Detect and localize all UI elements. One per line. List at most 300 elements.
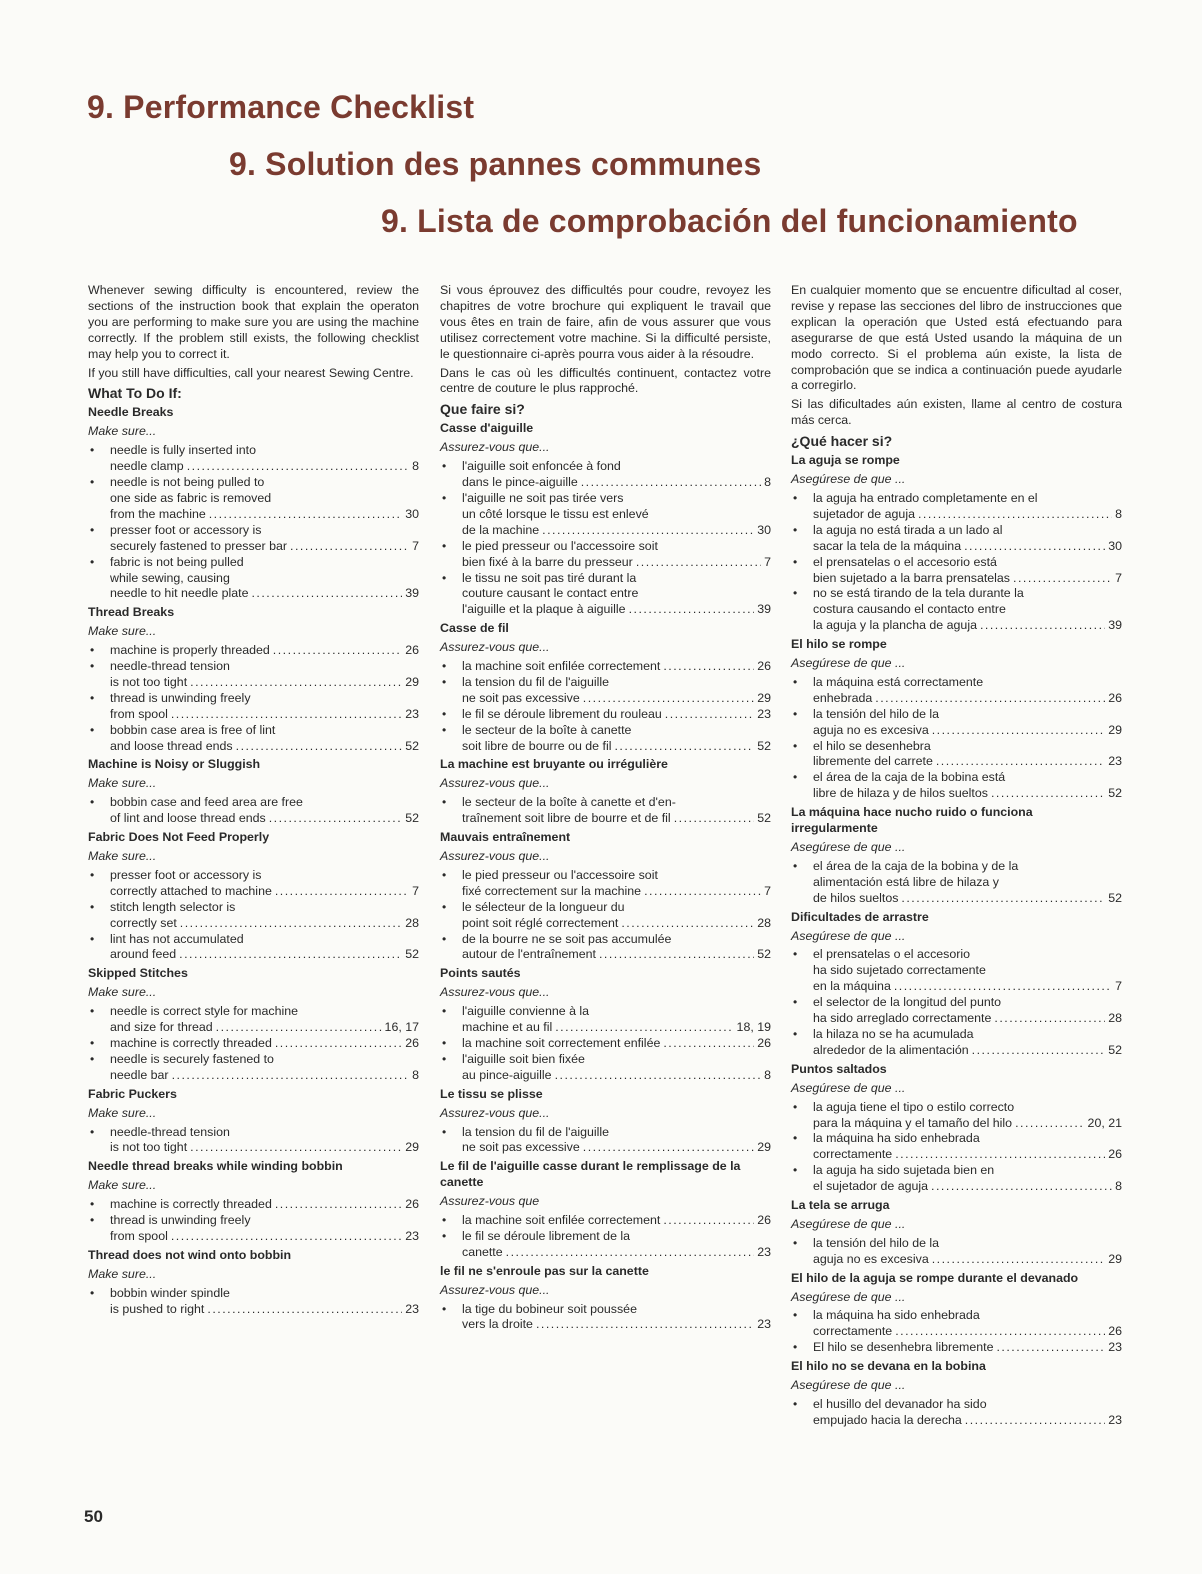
intro-paragraph: Si vous éprouvez des difficultés pour coudre, revoyez les chapitres de votre brochure qui expliquent le travail que vous êtes en train de faire, afin de vous assurer que vous utilisez correctement votre machine. Si la difficulté persiste, le questionnaire ci-après pourra vous aider à la résoudre. bbox=[440, 283, 771, 361]
dot-leader bbox=[236, 739, 403, 755]
dot-leader bbox=[536, 1317, 754, 1333]
check-item bbox=[88, 659, 419, 691]
item-last-line bbox=[110, 539, 419, 555]
dot-leader bbox=[895, 1147, 1105, 1163]
item-text: machine et au fil bbox=[462, 1020, 553, 1035]
item-text: • stitch length selector is bbox=[110, 899, 236, 914]
problem-title: La tela se arruga bbox=[791, 1198, 890, 1213]
problem-section bbox=[88, 830, 419, 963]
item-text: sacar la tela de la máquina bbox=[813, 538, 962, 553]
item-text: correctly set bbox=[110, 915, 177, 930]
item-text: el sujetador de aguja bbox=[813, 1179, 929, 1194]
dot-leader bbox=[269, 811, 403, 827]
page-reference: 39 bbox=[1108, 618, 1122, 633]
item-text: • el prensatelas o el accesorio bbox=[813, 947, 971, 962]
page-reference: 23 bbox=[757, 1317, 771, 1332]
item-last-line bbox=[110, 707, 419, 723]
check-item bbox=[88, 868, 419, 900]
check-item bbox=[88, 1125, 419, 1157]
item-text: • l'aiguille soit bien fixée bbox=[462, 1051, 585, 1066]
item-text: • la tension du fil de l'aiguille bbox=[462, 674, 610, 689]
page-reference: 30 bbox=[757, 522, 771, 537]
item-text: • bobbin winder spindle bbox=[110, 1285, 230, 1300]
check-item bbox=[440, 1004, 771, 1036]
item-last-line bbox=[462, 475, 771, 491]
item-last-line bbox=[462, 707, 771, 723]
problem-title: Thread does not wind onto bobbin bbox=[88, 1247, 292, 1262]
item-text: sujetador de aguja bbox=[813, 506, 915, 521]
item-last-line bbox=[462, 1140, 771, 1156]
make-sure-label: Make sure... bbox=[88, 424, 157, 439]
check-item bbox=[791, 1340, 1122, 1356]
page-reference: 52 bbox=[405, 738, 419, 753]
dot-leader bbox=[894, 979, 1112, 995]
item-text: • la tensión del hilo de la bbox=[813, 706, 940, 721]
check-item bbox=[440, 900, 771, 932]
page-reference: 8 bbox=[412, 459, 419, 474]
item-text: • l'aiguille convienne à la bbox=[462, 1004, 590, 1019]
check-item bbox=[440, 675, 771, 707]
dot-leader bbox=[1015, 1116, 1084, 1132]
problem-title: Le tissu se plisse bbox=[440, 1086, 543, 1101]
item-text: un côté lorsque le tissu est enlevé bbox=[462, 506, 649, 521]
item-last-line bbox=[110, 1068, 419, 1084]
page-reference: 8 bbox=[412, 1067, 419, 1082]
item-text: l'aiguille et la plaque à aiguille bbox=[462, 602, 626, 617]
problem-title: le fil ne s'enroule pas sur la canette bbox=[440, 1263, 649, 1278]
item-text: • la aguja no está tirada a un lado al bbox=[813, 522, 1003, 537]
item-text: fixé correctement sur la machine bbox=[462, 883, 642, 898]
page-reference: 8 bbox=[764, 1067, 771, 1082]
item-text: • presser foot or accessory is bbox=[110, 867, 262, 882]
page-reference: 52 bbox=[1108, 890, 1122, 905]
make-sure-label: Asegúrese de que ... bbox=[791, 1289, 906, 1304]
item-last-line bbox=[462, 1068, 771, 1084]
dot-leader bbox=[965, 1413, 1105, 1429]
item-text: • le secteur de la boîte à canette bbox=[462, 722, 632, 737]
item-text: • le pied presseur ou l'accessoire soit bbox=[462, 538, 658, 553]
problem-section bbox=[791, 1062, 1122, 1195]
make-sure-label: Asegúrese de que ... bbox=[791, 928, 906, 943]
problem-section bbox=[88, 966, 419, 1083]
item-text: • bobbin case area is free of lint bbox=[110, 722, 276, 737]
item-last-line bbox=[813, 1413, 1122, 1429]
item-text: • la tensión del hilo de la bbox=[813, 1235, 940, 1250]
item-text: ha sido sujetado correctamente bbox=[813, 963, 986, 978]
check-list bbox=[440, 659, 771, 754]
item-last-line bbox=[813, 1340, 1122, 1356]
page-reference: 29 bbox=[1108, 1251, 1122, 1266]
problem-title: Machine is Noisy or Sluggish bbox=[88, 757, 261, 772]
item-text: • el área de la caja de la bobina y de la bbox=[813, 858, 1019, 873]
page-reference: 52 bbox=[757, 947, 771, 962]
check-item bbox=[88, 1286, 419, 1318]
problem-title: Thread Breaks bbox=[88, 605, 175, 620]
check-item bbox=[791, 1131, 1122, 1163]
page-reference: 23 bbox=[757, 1244, 771, 1259]
item-last-line bbox=[813, 507, 1122, 523]
item-last-line bbox=[462, 555, 771, 571]
problem-title: Mauvais entraînement bbox=[440, 830, 571, 845]
item-last-line bbox=[813, 1324, 1122, 1340]
problem-section bbox=[88, 1087, 419, 1157]
dot-leader bbox=[180, 916, 402, 932]
page-reference: 30 bbox=[405, 506, 419, 521]
dot-leader bbox=[275, 884, 409, 900]
page-reference: 52 bbox=[405, 811, 419, 826]
check-item bbox=[88, 1004, 419, 1036]
dot-leader bbox=[506, 1245, 755, 1261]
item-text: needle bar bbox=[110, 1067, 169, 1082]
page-reference: 7 bbox=[1115, 570, 1122, 585]
page-reference: 26 bbox=[405, 1035, 419, 1050]
dot-leader bbox=[996, 1340, 1105, 1356]
problem-title: El hilo no se devana en la bobina bbox=[791, 1359, 986, 1374]
item-last-line bbox=[462, 1213, 771, 1229]
check-item bbox=[88, 1197, 419, 1213]
page-reference: 26 bbox=[757, 1035, 771, 1050]
page-reference: 28 bbox=[757, 915, 771, 930]
make-sure-label: Assurez-vous que... bbox=[440, 985, 550, 1000]
check-list bbox=[88, 1125, 419, 1157]
make-sure-label: Asegúrese de que ... bbox=[791, 1080, 906, 1095]
check-item bbox=[440, 1036, 771, 1052]
item-last-line bbox=[813, 571, 1122, 587]
item-text: • la máquina está correctamente bbox=[813, 674, 984, 689]
check-item bbox=[440, 795, 771, 827]
make-sure-label: Asegúrese de que ... bbox=[791, 472, 906, 487]
check-item bbox=[791, 1100, 1122, 1132]
item-text: • la machine soit correctement enfilée bbox=[462, 1035, 661, 1050]
dot-leader bbox=[171, 707, 402, 723]
item-last-line bbox=[462, 691, 771, 707]
dot-leader bbox=[614, 739, 754, 755]
page-reference: 23 bbox=[1108, 1340, 1122, 1355]
check-item bbox=[440, 571, 771, 619]
page-number: 50 bbox=[84, 1507, 103, 1526]
item-text: couture causant le contact entre bbox=[462, 586, 639, 601]
item-text: securely fastened to presser bar bbox=[110, 538, 288, 553]
make-sure-label: Asegúrese de que ... bbox=[791, 1378, 906, 1393]
item-text: • el prensatelas o el accesorio está bbox=[813, 554, 997, 569]
check-list bbox=[88, 868, 419, 963]
dot-leader bbox=[207, 1302, 402, 1318]
check-list bbox=[791, 675, 1122, 802]
what-to-do-heading: ¿Qué hacer si? bbox=[791, 433, 893, 450]
check-item bbox=[440, 723, 771, 755]
check-item bbox=[440, 1213, 771, 1229]
check-item bbox=[791, 491, 1122, 523]
item-text: aguja no es excesiva bbox=[813, 722, 929, 737]
check-list bbox=[88, 1286, 419, 1318]
item-text: • le fil se déroule librement du rouleau bbox=[462, 706, 662, 721]
intro-paragraph: En cualquier momento que se encuentre dificultad al coser, revise y repase las secciones del libro de instrucciones que explican la operación que Usted está efectuando para asegurarse de que está Usted usando la máquina de un modo correcto. Si el problema aún existe, la lista de comprobación que se indica a continuación puede ayudarle a corregirlo. bbox=[791, 283, 1122, 393]
dot-leader bbox=[875, 691, 1105, 707]
dot-leader bbox=[663, 1213, 754, 1229]
dot-leader bbox=[621, 916, 754, 932]
dot-leader bbox=[542, 523, 754, 539]
page-reference: 26 bbox=[757, 659, 771, 674]
item-last-line bbox=[462, 659, 771, 675]
item-last-line bbox=[813, 786, 1122, 802]
check-item bbox=[88, 1052, 419, 1084]
dot-leader bbox=[187, 459, 409, 475]
page-reference: 52 bbox=[405, 947, 419, 962]
item-text: empujado hacia la derecha bbox=[813, 1412, 962, 1427]
item-last-line bbox=[813, 891, 1122, 907]
check-item bbox=[88, 795, 419, 827]
item-last-line bbox=[462, 884, 771, 900]
check-item bbox=[440, 659, 771, 675]
dot-leader bbox=[936, 754, 1105, 770]
make-sure-label: Make sure... bbox=[88, 849, 157, 863]
item-text: of lint and loose thread ends bbox=[110, 811, 266, 826]
page-reference: 26 bbox=[405, 1197, 419, 1212]
item-last-line bbox=[813, 618, 1122, 634]
dot-leader bbox=[581, 475, 761, 491]
problem-section bbox=[440, 1087, 771, 1157]
problem-section bbox=[791, 910, 1122, 1059]
problem-title: El hilo se rompe bbox=[791, 637, 887, 652]
check-item bbox=[440, 491, 771, 539]
item-last-line bbox=[813, 1179, 1122, 1195]
item-last-line bbox=[813, 1011, 1122, 1027]
item-text: • la machine soit enfilée correctement bbox=[462, 659, 661, 674]
problem-section bbox=[440, 621, 771, 754]
intro-paragraph: Dans le cas où les difficultés continuent, contactez votre centre de couture le plus rapproché. bbox=[440, 365, 771, 396]
problem-section bbox=[791, 637, 1122, 802]
item-last-line bbox=[110, 1197, 419, 1213]
check-item bbox=[791, 523, 1122, 555]
page-reference: 23 bbox=[405, 1228, 419, 1243]
page-reference: 8 bbox=[1115, 506, 1122, 521]
check-item bbox=[88, 475, 419, 523]
item-text: • el selector de la longitud del punto bbox=[813, 995, 1002, 1010]
what-to-do-heading: Que faire si? bbox=[440, 401, 525, 418]
item-last-line bbox=[813, 754, 1122, 770]
item-text: libre de hilaza y de hilos sueltos bbox=[813, 786, 988, 801]
item-last-line bbox=[813, 979, 1122, 995]
check-list bbox=[440, 1004, 771, 1084]
check-item bbox=[88, 523, 419, 555]
item-text: • El hilo se desenhebra libremente bbox=[813, 1340, 994, 1355]
dot-leader bbox=[555, 1020, 733, 1036]
column-english bbox=[88, 283, 419, 1318]
page-reference: 8 bbox=[764, 475, 771, 490]
item-text: • la tige du bobineur soit poussée bbox=[462, 1301, 637, 1316]
item-text: while sewing, causing bbox=[110, 570, 230, 585]
item-text: autour de l'entraînement bbox=[462, 947, 596, 962]
item-text: vers la droite bbox=[462, 1317, 533, 1332]
problem-title: Points sautés bbox=[440, 966, 521, 981]
check-list bbox=[791, 947, 1122, 1058]
problem-title: Needle thread breaks while winding bobbin bbox=[88, 1159, 343, 1174]
page-reference: 28 bbox=[1108, 1011, 1122, 1026]
title-french: 9. Solution des pannes communes bbox=[229, 146, 762, 182]
item-text: correctamente bbox=[813, 1147, 893, 1162]
problem-title: Casse d'aiguille bbox=[440, 421, 534, 436]
item-text: • el hilo se desenhebra bbox=[813, 738, 931, 753]
page-reference: 26 bbox=[1108, 1147, 1122, 1162]
check-item bbox=[440, 868, 771, 900]
item-last-line bbox=[813, 723, 1122, 739]
page-reference: 52 bbox=[1108, 1042, 1122, 1057]
item-text: • el husillo del devanador ha sido bbox=[813, 1397, 987, 1411]
page-reference: 20, 21 bbox=[1087, 1115, 1122, 1130]
page-reference: 23 bbox=[405, 1301, 419, 1316]
problem-title: La machine est bruyante ou irrégulière bbox=[440, 757, 668, 772]
make-sure-label: Asegúrese de que ... bbox=[791, 1216, 906, 1231]
page-reference: 29 bbox=[1108, 722, 1122, 737]
check-list bbox=[88, 643, 419, 754]
check-list bbox=[440, 1302, 771, 1334]
item-text: • la tension du fil de l'aiguille bbox=[462, 1124, 610, 1139]
dot-leader bbox=[275, 1036, 402, 1052]
page-reference: 23 bbox=[1108, 754, 1122, 769]
intro-paragraph: Whenever sewing difficulty is encountered, review the sections of the instruction book that explain the operaton you are performing to make sure you are using the machine correctly. If the problem still exists, the following checklist may help you to correct it. bbox=[88, 283, 419, 361]
check-item bbox=[791, 770, 1122, 802]
problem-title: La máquina hace nucho ruido o funciona irregularmente bbox=[791, 805, 1033, 836]
check-item bbox=[791, 586, 1122, 634]
dot-leader bbox=[172, 1068, 410, 1084]
dot-leader bbox=[991, 786, 1105, 802]
page-reference: 26 bbox=[1108, 1324, 1122, 1339]
check-list bbox=[791, 491, 1122, 634]
check-list bbox=[440, 1213, 771, 1261]
dot-leader bbox=[932, 1252, 1105, 1268]
page-reference: 39 bbox=[757, 602, 771, 617]
item-text: en la máquina bbox=[813, 979, 891, 994]
problem-section bbox=[88, 605, 419, 754]
item-text: la aguja y la plancha de aguja bbox=[813, 618, 977, 633]
check-item bbox=[88, 443, 419, 475]
item-text: from spool bbox=[110, 706, 168, 721]
item-text: • la aguja tiene el tipo o estilo correcto bbox=[813, 1099, 1015, 1114]
make-sure-label: Make sure... bbox=[88, 1105, 157, 1120]
item-last-line bbox=[813, 539, 1122, 555]
item-last-line bbox=[462, 947, 771, 963]
page-reference: 26 bbox=[405, 643, 419, 658]
dot-leader bbox=[674, 811, 755, 827]
item-last-line bbox=[462, 1245, 771, 1261]
column-spanish bbox=[791, 283, 1122, 1430]
check-list bbox=[88, 1004, 419, 1084]
dot-leader bbox=[665, 707, 754, 723]
item-text: one side as fabric is removed bbox=[110, 490, 272, 505]
item-text: • la hilaza no se ha acumulada bbox=[813, 1026, 974, 1041]
page-reference: 52 bbox=[1108, 786, 1122, 801]
page-reference: 30 bbox=[1108, 538, 1122, 553]
page-reference: 7 bbox=[764, 554, 771, 569]
item-text: alrededor de la alimentación bbox=[813, 1042, 969, 1057]
dot-leader bbox=[273, 643, 402, 659]
dot-leader bbox=[964, 539, 1105, 555]
dot-leader bbox=[932, 723, 1105, 739]
page-reference: 28 bbox=[405, 915, 419, 930]
item-text: de la machine bbox=[462, 522, 540, 537]
item-text: enhebrada bbox=[813, 690, 873, 705]
item-text: is pushed to right bbox=[110, 1301, 205, 1316]
check-item bbox=[88, 932, 419, 964]
item-text: au pince-aiguille bbox=[462, 1067, 552, 1082]
item-text: • de la bourre ne se soit pas accumulée bbox=[462, 931, 672, 946]
item-text: • lint has not accumulated bbox=[110, 931, 244, 946]
check-item bbox=[440, 1302, 771, 1334]
item-text: • needle is correct style for machine bbox=[110, 1004, 299, 1019]
make-sure-label: Assurez-vous que... bbox=[440, 849, 550, 863]
item-last-line bbox=[813, 1147, 1122, 1163]
check-list bbox=[88, 1197, 419, 1245]
check-list bbox=[791, 1308, 1122, 1356]
item-text: • needle-thread tension bbox=[110, 1124, 230, 1139]
item-text: • needle is securely fastened to bbox=[110, 1051, 274, 1066]
problem-section bbox=[791, 1359, 1122, 1429]
column-french bbox=[440, 283, 771, 1334]
check-item bbox=[791, 1163, 1122, 1195]
check-item bbox=[791, 947, 1122, 995]
dot-leader bbox=[931, 1179, 1112, 1195]
item-text: • presser foot or accessory is bbox=[110, 522, 262, 537]
check-item bbox=[88, 1036, 419, 1052]
item-text: • le pied presseur ou l'accessoire soit bbox=[462, 867, 658, 882]
item-text: and size for thread bbox=[110, 1020, 213, 1035]
problem-title: Fabric Puckers bbox=[88, 1086, 177, 1101]
item-text: • fabric is not being pulled bbox=[110, 554, 244, 569]
item-text: and loose thread ends bbox=[110, 738, 233, 753]
item-last-line bbox=[110, 739, 419, 755]
item-last-line bbox=[110, 916, 419, 932]
check-item bbox=[791, 739, 1122, 771]
problem-title: Fabric Does Not Feed Properly bbox=[88, 830, 270, 845]
item-text: • machine is correctly threaded bbox=[110, 1035, 272, 1050]
item-last-line bbox=[110, 586, 419, 602]
item-text: • machine is correctly threaded bbox=[110, 1197, 272, 1212]
dot-leader bbox=[190, 1140, 402, 1156]
dot-leader bbox=[1013, 571, 1112, 587]
item-text: canette bbox=[462, 1244, 503, 1259]
problem-section bbox=[88, 1159, 419, 1245]
item-text: alimentación está libre de hilaza y bbox=[813, 874, 999, 889]
item-last-line bbox=[110, 1020, 419, 1036]
problem-title: Casse de fil bbox=[440, 621, 509, 636]
dot-leader bbox=[918, 507, 1112, 523]
problem-title: La aguja se rompe bbox=[791, 453, 900, 468]
problem-section bbox=[791, 1198, 1122, 1268]
page-reference: 7 bbox=[412, 883, 419, 898]
item-last-line bbox=[813, 1043, 1122, 1059]
item-text: correctamente bbox=[813, 1324, 893, 1339]
item-text: • needle-thread tension bbox=[110, 659, 230, 674]
dot-leader bbox=[555, 1068, 762, 1084]
item-text: • la machine soit enfilée correctement bbox=[462, 1213, 661, 1228]
item-text: libremente del carrete bbox=[813, 754, 933, 769]
make-sure-label: Assurez-vous que... bbox=[440, 440, 550, 455]
item-text: • le sélecteur de la longueur du bbox=[462, 899, 625, 914]
title-spanish: 9. Lista de comprobación del funcionamiento bbox=[381, 203, 1078, 239]
dot-leader bbox=[895, 1324, 1105, 1340]
page-reference: 23 bbox=[757, 706, 771, 721]
intro-paragraph: Si las dificultades aún existen, llame al centro de costura más cerca. bbox=[791, 397, 1122, 428]
dot-leader bbox=[972, 1043, 1106, 1059]
item-last-line bbox=[462, 811, 771, 827]
check-list bbox=[440, 459, 771, 618]
check-item bbox=[791, 1397, 1122, 1429]
check-item bbox=[88, 1213, 419, 1245]
make-sure-label: Assurez-vous que bbox=[440, 1194, 540, 1209]
page-reference: 18, 19 bbox=[736, 1020, 771, 1035]
problem-section bbox=[440, 1159, 771, 1260]
dot-leader bbox=[663, 1036, 754, 1052]
